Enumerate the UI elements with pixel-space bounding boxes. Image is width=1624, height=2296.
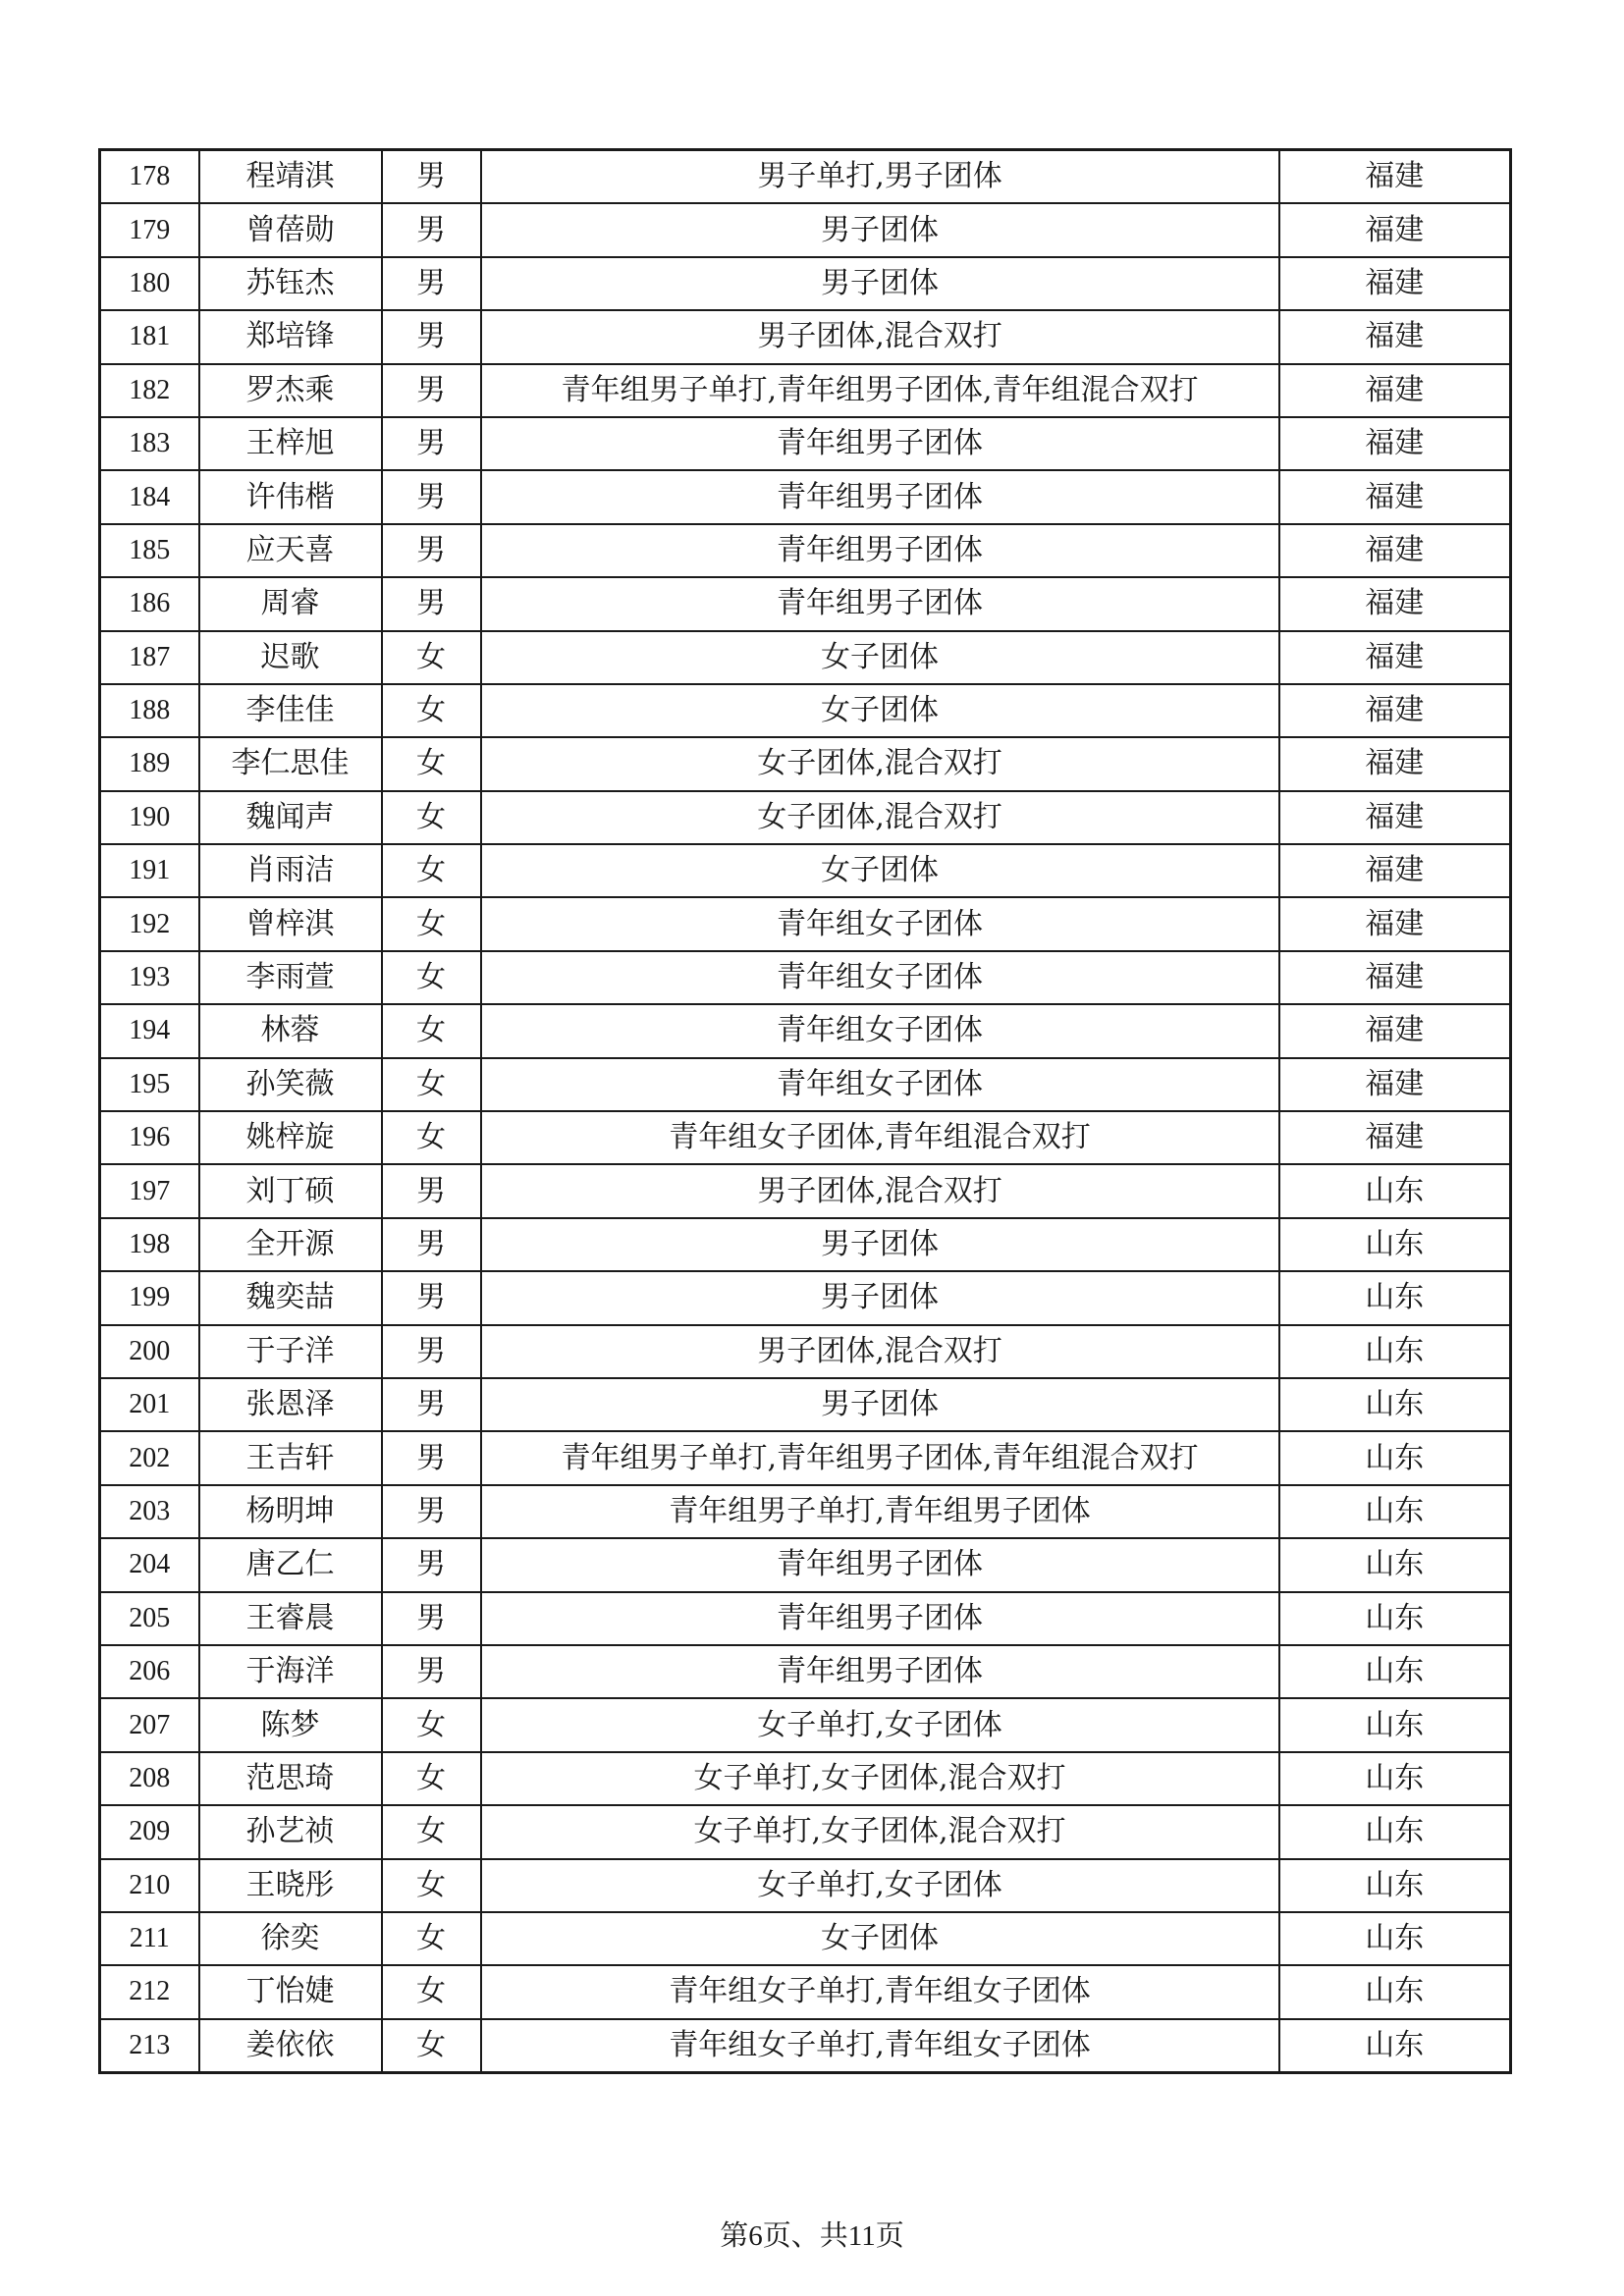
gender-cell: 男 <box>382 1538 481 1591</box>
team-cell: 山东 <box>1279 1805 1511 1858</box>
events-cell: 青年组女子单打,青年组女子团体 <box>481 1965 1279 2018</box>
table-row <box>100 1645 1511 1698</box>
table-row <box>100 364 1511 417</box>
row-number-cell: 198 <box>100 1218 199 1271</box>
team-cell: 山东 <box>1279 1752 1511 1805</box>
gender-cell: 男 <box>382 203 481 256</box>
player-name-cell: 应天喜 <box>199 524 382 577</box>
events-cell: 青年组女子团体,青年组混合双打 <box>481 1111 1279 1164</box>
row-number-cell: 194 <box>100 1004 199 1057</box>
table-row <box>100 791 1511 844</box>
player-name-cell: 魏闻声 <box>199 791 382 844</box>
team-cell: 山东 <box>1279 2019 1511 2073</box>
player-name-cell: 王梓旭 <box>199 417 382 470</box>
team-cell: 山东 <box>1279 1912 1511 1965</box>
row-number-cell: 197 <box>100 1164 199 1217</box>
row-number-cell: 212 <box>100 1965 199 2018</box>
events-cell: 男子团体,混合双打 <box>481 1325 1279 1378</box>
table-row <box>100 1378 1511 1431</box>
footer-middle: 页、共 <box>762 2218 848 2252</box>
table-row <box>100 897 1511 950</box>
team-cell: 山东 <box>1279 1164 1511 1217</box>
table-row <box>100 631 1511 684</box>
row-number-cell: 196 <box>100 1111 199 1164</box>
team-cell: 福建 <box>1279 203 1511 256</box>
gender-cell: 男 <box>382 150 481 204</box>
gender-cell: 男 <box>382 1378 481 1431</box>
row-number-cell: 183 <box>100 417 199 470</box>
row-number-cell: 189 <box>100 737 199 790</box>
events-cell: 女子团体 <box>481 844 1279 897</box>
player-name-cell: 王吉轩 <box>199 1431 382 1484</box>
gender-cell: 女 <box>382 1805 481 1858</box>
events-cell: 男子团体 <box>481 1378 1279 1431</box>
gender-cell: 男 <box>382 470 481 523</box>
team-cell: 福建 <box>1279 364 1511 417</box>
row-number-cell: 178 <box>100 150 199 204</box>
gender-cell: 男 <box>382 577 481 630</box>
row-number-cell: 181 <box>100 310 199 363</box>
table-row <box>100 1805 1511 1858</box>
team-cell: 山东 <box>1279 1592 1511 1645</box>
events-cell: 男子团体 <box>481 203 1279 256</box>
gender-cell: 男 <box>382 1271 481 1324</box>
team-cell: 山东 <box>1279 1325 1511 1378</box>
events-cell: 女子团体,混合双打 <box>481 737 1279 790</box>
player-name-cell: 杨明坤 <box>199 1485 382 1538</box>
events-cell: 青年组女子团体 <box>481 1004 1279 1057</box>
events-cell: 女子单打,女子团体,混合双打 <box>481 1752 1279 1805</box>
gender-cell: 女 <box>382 1111 481 1164</box>
gender-cell: 女 <box>382 1752 481 1805</box>
player-name-cell: 姜依依 <box>199 2019 382 2073</box>
table-row <box>100 577 1511 630</box>
table-row <box>100 951 1511 1004</box>
player-name-cell: 程靖淇 <box>199 150 382 204</box>
table-row <box>100 1218 1511 1271</box>
team-cell: 福建 <box>1279 417 1511 470</box>
player-name-cell: 林蓉 <box>199 1004 382 1057</box>
gender-cell: 男 <box>382 417 481 470</box>
team-cell: 福建 <box>1279 1058 1511 1111</box>
table-row <box>100 844 1511 897</box>
player-name-cell: 徐奕 <box>199 1912 382 1965</box>
events-cell: 女子单打,女子团体 <box>481 1859 1279 1912</box>
gender-cell: 男 <box>382 1485 481 1538</box>
row-number-cell: 195 <box>100 1058 199 1111</box>
gender-cell: 女 <box>382 737 481 790</box>
gender-cell: 女 <box>382 1698 481 1751</box>
team-cell: 福建 <box>1279 470 1511 523</box>
player-name-cell: 魏奕喆 <box>199 1271 382 1324</box>
player-name-cell: 全开源 <box>199 1218 382 1271</box>
table-row <box>100 1164 1511 1217</box>
row-number-cell: 211 <box>100 1912 199 1965</box>
team-cell: 福建 <box>1279 791 1511 844</box>
team-cell: 山东 <box>1279 1698 1511 1751</box>
events-cell: 男子团体 <box>481 1218 1279 1271</box>
team-cell: 福建 <box>1279 684 1511 737</box>
gender-cell: 女 <box>382 2019 481 2073</box>
row-number-cell: 182 <box>100 364 199 417</box>
roster-table-body <box>100 150 1511 2073</box>
player-name-cell: 于子洋 <box>199 1325 382 1378</box>
team-cell: 山东 <box>1279 1218 1511 1271</box>
player-name-cell: 于海洋 <box>199 1645 382 1698</box>
table-row <box>100 1004 1511 1057</box>
page-footer <box>0 2218 1624 2252</box>
events-cell: 青年组女子单打,青年组女子团体 <box>481 2019 1279 2073</box>
row-number-cell: 205 <box>100 1592 199 1645</box>
roster-table <box>98 148 1512 2074</box>
gender-cell: 男 <box>382 1218 481 1271</box>
row-number-cell: 200 <box>100 1325 199 1378</box>
events-cell: 青年组女子团体 <box>481 897 1279 950</box>
events-cell: 青年组男子团体 <box>481 417 1279 470</box>
player-name-cell: 李仁思佳 <box>199 737 382 790</box>
player-name-cell: 李佳佳 <box>199 684 382 737</box>
events-cell: 女子团体 <box>481 684 1279 737</box>
team-cell: 山东 <box>1279 1485 1511 1538</box>
player-name-cell: 周睿 <box>199 577 382 630</box>
events-cell: 青年组男子团体 <box>481 1538 1279 1591</box>
player-name-cell: 许伟楷 <box>199 470 382 523</box>
player-name-cell: 曾蓓勋 <box>199 203 382 256</box>
footer-suffix: 页 <box>875 2218 904 2252</box>
player-name-cell: 王晓彤 <box>199 1859 382 1912</box>
row-number-cell: 209 <box>100 1805 199 1858</box>
table-row <box>100 257 1511 310</box>
player-name-cell: 罗杰乘 <box>199 364 382 417</box>
row-number-cell: 192 <box>100 897 199 950</box>
player-name-cell: 迟歌 <box>199 631 382 684</box>
events-cell: 青年组男子团体 <box>481 1645 1279 1698</box>
gender-cell: 女 <box>382 1912 481 1965</box>
gender-cell: 女 <box>382 951 481 1004</box>
team-cell: 山东 <box>1279 1538 1511 1591</box>
table-row <box>100 684 1511 737</box>
team-cell: 福建 <box>1279 1004 1511 1057</box>
events-cell: 男子团体 <box>481 1271 1279 1324</box>
table-row <box>100 310 1511 363</box>
player-name-cell: 王睿晨 <box>199 1592 382 1645</box>
events-cell: 青年组女子团体 <box>481 1058 1279 1111</box>
team-cell: 福建 <box>1279 310 1511 363</box>
events-cell: 青年组男子团体 <box>481 524 1279 577</box>
team-cell: 山东 <box>1279 1645 1511 1698</box>
player-name-cell: 郑培锋 <box>199 310 382 363</box>
events-cell: 女子单打,女子团体 <box>481 1698 1279 1751</box>
gender-cell: 女 <box>382 844 481 897</box>
gender-cell: 女 <box>382 631 481 684</box>
footer-page-number: 6 <box>748 2220 763 2252</box>
gender-cell: 男 <box>382 364 481 417</box>
row-number-cell: 201 <box>100 1378 199 1431</box>
table-row <box>100 1431 1511 1484</box>
footer-total-pages: 11 <box>847 2220 876 2252</box>
row-number-cell: 213 <box>100 2019 199 2073</box>
table-row <box>100 524 1511 577</box>
gender-cell: 男 <box>382 310 481 363</box>
gender-cell: 女 <box>382 684 481 737</box>
team-cell: 福建 <box>1279 897 1511 950</box>
events-cell: 女子团体 <box>481 631 1279 684</box>
gender-cell: 女 <box>382 1859 481 1912</box>
player-name-cell: 苏钰杰 <box>199 257 382 310</box>
gender-cell: 女 <box>382 1004 481 1057</box>
table-row <box>100 1325 1511 1378</box>
team-cell: 福建 <box>1279 631 1511 684</box>
events-cell: 男子单打,男子团体 <box>481 150 1279 204</box>
team-cell: 福建 <box>1279 737 1511 790</box>
table-row <box>100 1859 1511 1912</box>
team-cell: 福建 <box>1279 257 1511 310</box>
player-name-cell: 孙艺祯 <box>199 1805 382 1858</box>
events-cell: 青年组男子单打,青年组男子团体,青年组混合双打 <box>481 364 1279 417</box>
gender-cell: 男 <box>382 1164 481 1217</box>
table-row <box>100 417 1511 470</box>
footer-prefix: 第 <box>720 2218 749 2252</box>
table-row <box>100 1058 1511 1111</box>
events-cell: 青年组男子团体 <box>481 1592 1279 1645</box>
table-row <box>100 470 1511 523</box>
team-cell: 山东 <box>1279 1378 1511 1431</box>
table-row <box>100 1271 1511 1324</box>
row-number-cell: 204 <box>100 1538 199 1591</box>
row-number-cell: 210 <box>100 1859 199 1912</box>
player-name-cell: 范思琦 <box>199 1752 382 1805</box>
player-name-cell: 陈梦 <box>199 1698 382 1751</box>
table-row <box>100 1485 1511 1538</box>
row-number-cell: 193 <box>100 951 199 1004</box>
gender-cell: 男 <box>382 257 481 310</box>
player-name-cell: 孙笑薇 <box>199 1058 382 1111</box>
team-cell: 山东 <box>1279 1271 1511 1324</box>
gender-cell: 男 <box>382 1592 481 1645</box>
gender-cell: 女 <box>382 791 481 844</box>
row-number-cell: 179 <box>100 203 199 256</box>
gender-cell: 男 <box>382 1645 481 1698</box>
table-row <box>100 737 1511 790</box>
events-cell: 青年组男子单打,青年组男子团体,青年组混合双打 <box>481 1431 1279 1484</box>
table-row <box>100 150 1511 204</box>
row-number-cell: 203 <box>100 1485 199 1538</box>
player-name-cell: 李雨萱 <box>199 951 382 1004</box>
player-name-cell: 肖雨洁 <box>199 844 382 897</box>
gender-cell: 女 <box>382 897 481 950</box>
events-cell: 女子团体,混合双打 <box>481 791 1279 844</box>
row-number-cell: 184 <box>100 470 199 523</box>
table-row <box>100 1965 1511 2018</box>
player-name-cell: 丁怡婕 <box>199 1965 382 2018</box>
row-number-cell: 188 <box>100 684 199 737</box>
player-name-cell: 张恩泽 <box>199 1378 382 1431</box>
table-row <box>100 1111 1511 1164</box>
team-cell: 福建 <box>1279 951 1511 1004</box>
team-cell: 福建 <box>1279 524 1511 577</box>
team-cell: 山东 <box>1279 1431 1511 1484</box>
events-cell: 男子团体 <box>481 257 1279 310</box>
row-number-cell: 206 <box>100 1645 199 1698</box>
table-row <box>100 1698 1511 1751</box>
player-name-cell: 刘丁硕 <box>199 1164 382 1217</box>
team-cell: 福建 <box>1279 844 1511 897</box>
gender-cell: 男 <box>382 524 481 577</box>
row-number-cell: 207 <box>100 1698 199 1751</box>
team-cell: 福建 <box>1279 577 1511 630</box>
row-number-cell: 190 <box>100 791 199 844</box>
events-cell: 青年组男子单打,青年组男子团体 <box>481 1485 1279 1538</box>
team-cell: 福建 <box>1279 1111 1511 1164</box>
row-number-cell: 186 <box>100 577 199 630</box>
events-cell: 男子团体,混合双打 <box>481 1164 1279 1217</box>
player-name-cell: 曾梓淇 <box>199 897 382 950</box>
row-number-cell: 180 <box>100 257 199 310</box>
gender-cell: 男 <box>382 1325 481 1378</box>
table-row <box>100 1912 1511 1965</box>
row-number-cell: 202 <box>100 1431 199 1484</box>
table-row <box>100 2019 1511 2073</box>
gender-cell: 女 <box>382 1058 481 1111</box>
table-row <box>100 1752 1511 1805</box>
events-cell: 女子团体 <box>481 1912 1279 1965</box>
gender-cell: 女 <box>382 1965 481 2018</box>
player-name-cell: 姚梓旋 <box>199 1111 382 1164</box>
table-row <box>100 1592 1511 1645</box>
events-cell: 男子团体,混合双打 <box>481 310 1279 363</box>
row-number-cell: 191 <box>100 844 199 897</box>
row-number-cell: 199 <box>100 1271 199 1324</box>
table-row <box>100 203 1511 256</box>
row-number-cell: 208 <box>100 1752 199 1805</box>
events-cell: 青年组男子团体 <box>481 577 1279 630</box>
row-number-cell: 187 <box>100 631 199 684</box>
player-name-cell: 唐乙仁 <box>199 1538 382 1591</box>
team-cell: 山东 <box>1279 1965 1511 2018</box>
table-row <box>100 1538 1511 1591</box>
team-cell: 福建 <box>1279 150 1511 204</box>
team-cell: 山东 <box>1279 1859 1511 1912</box>
events-cell: 青年组男子团体 <box>481 470 1279 523</box>
events-cell: 女子单打,女子团体,混合双打 <box>481 1805 1279 1858</box>
events-cell: 青年组女子团体 <box>481 951 1279 1004</box>
row-number-cell: 185 <box>100 524 199 577</box>
gender-cell: 男 <box>382 1431 481 1484</box>
